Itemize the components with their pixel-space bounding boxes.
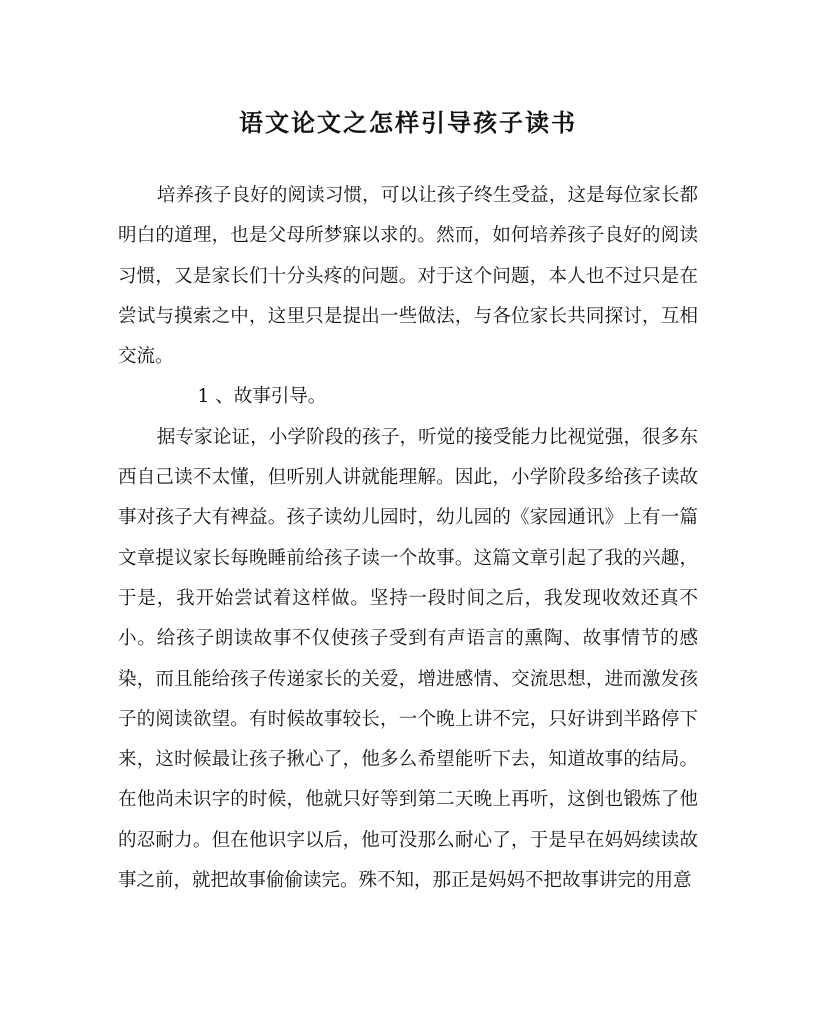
document-body [118,176,698,901]
intro-paragraph: 培养孩子良好的阅读习惯，可以让孩子终生受益，这是每位家长都明白的道理，也是父母所梦寐以求的。然而，如何培养孩子良好的阅读习惯，又是家长们十分头疼的问题。对于这个问题，本人也不过只是在尝试与摸索之中，这里只是提出一些做法，与各位家长共同探讨，互相交流。 [118,185,698,368]
body-paragraph: 据专家论证，小学阶段的孩子，听觉的接受能力比视觉强，很多东西自己读不太懂，但听别人讲就能理解。因此，小学阶段多给孩子读故事对孩子大有裨益。孩子读幼儿园时，幼儿园的《家园通讯》上有一篇文章提议家长每晚睡前给孩子读一个故事。这篇文章引起了我的兴趣，于是，我开始尝试着这样做。坚持一段时间之后，我发现收效还真不小。给孩子朗读故事不仅使孩子受到有声语言的熏陶、故事情节的感染，而且能给孩子传递家长的关爱，增进感情、交流思想，进而激发孩子的阅读欲望。有时候故事较长，一个晚上讲不完，只好讲到半路停下来，这时候最让孩子揪心了，他多么希望能听下去，知道故事的结局。在他尚未识字的时候，他就只好等到第二天晚上再听，这倒也锻炼了他的忍耐力。但在他识字以后，他可没那么耐心了，于是早在妈妈续读故事之前，就把故事偷偷读完。殊不知，那正是妈妈不把故事讲完的用意 [118,426,698,892]
section-heading: 1 、故事引导。 [197,386,327,408]
document-title: 语文论文之怎样引导孩子读书 [239,108,577,137]
